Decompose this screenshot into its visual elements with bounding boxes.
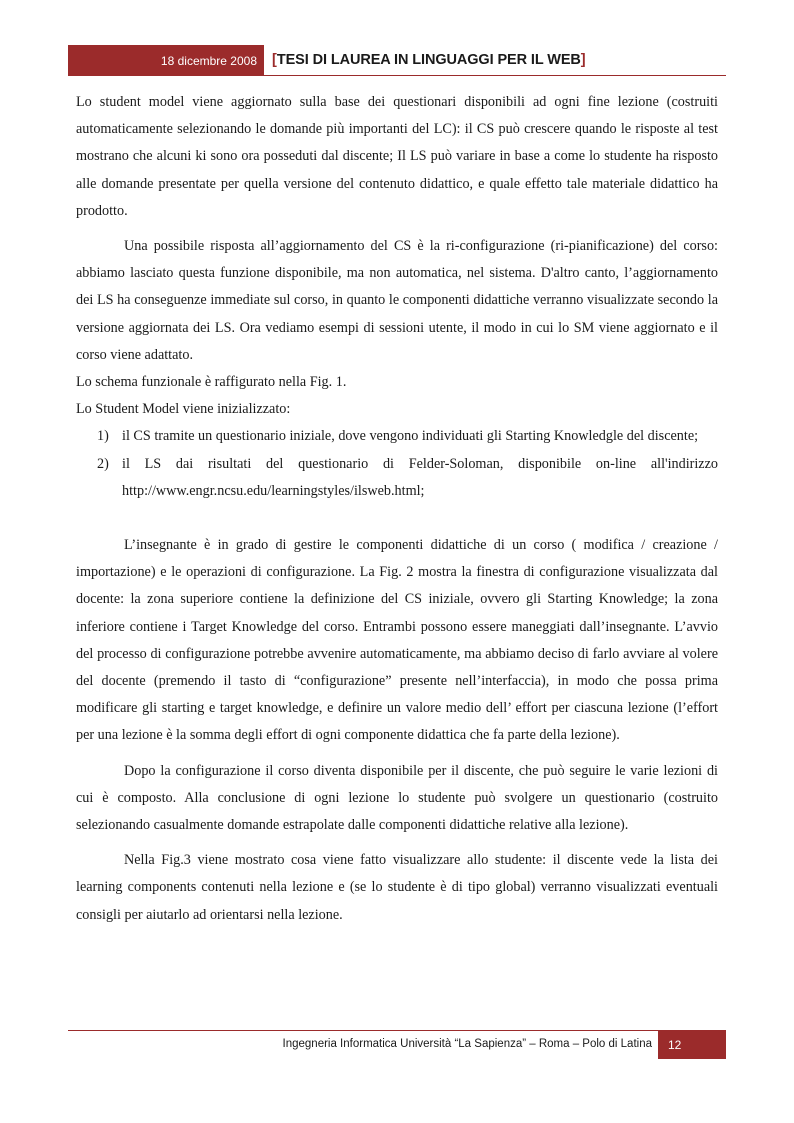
page-number-box xyxy=(658,1030,726,1059)
header-date: 18 dicembre 2008 xyxy=(160,53,257,68)
init-list xyxy=(76,423,718,505)
paragraph-teacher-configuration: L’insegnante è in grado di gestire le componenti didattiche di un corso ( modifica / creazione / importazione) e le operazioni di configurazione. La Fig. 2 mostra la finestra di configurazione visualizzata dal docente: la zona superiore contiene la definizione del CS iniziale, ovvero gli Starting Knowledge; la zona inferiore contiene i Target Knowledge del corso. Entrambi possono essere maneggiati dall’insegnante. L’avvio del processo di configurazione potrebbe avvenire automaticamente, ma abbiamo deciso di farlo avviare al volere del docente (premendo il tasto di “configurazione” presente nell’interfaccia), in modo che possa prima modificare gli starting e target knowledge, e definire un valore medio dell’ effort per ciascuna lezione (l’effort per una lezione è la somma degli effort di ogni componente didattica che fa parte della lezione). xyxy=(76,537,718,744)
header-bracket-close: ] xyxy=(580,52,586,68)
page-body xyxy=(76,89,718,929)
header-date-bar xyxy=(68,45,264,76)
header-bracket-open: [ xyxy=(272,52,277,68)
list-item-number: 2) xyxy=(97,455,109,472)
paragraph-functional-schema: Lo schema funzionale è raffigurato nella Fig. 1. xyxy=(76,374,347,391)
list-item xyxy=(76,451,718,505)
paragraph-sm-init: Lo Student Model viene inizializzato: xyxy=(76,401,291,418)
list-item xyxy=(76,423,718,450)
paragraph-cs-reconfiguration: Una possibile risposta all’aggiornamento del CS è la ri-configurazione (ri-pianificazione) del corso: abbiamo lasciato questa funzione disponibile, ma non automatica, nel sistema. D'altro canto, l’aggiornamento dei LS ha conseguenze immediate sul corso, in quanto le componenti didattiche verranno visualizzate secondo la versione aggiornata dei LS. Ora vediamo esempi di sessioni utente, il modo in cui lo SM viene aggiornato e il corso viene adattato. xyxy=(76,238,718,363)
header-rule xyxy=(264,75,726,76)
footer-rule xyxy=(68,1030,658,1031)
paragraph-fig3-student-view: Nella Fig.3 viene mostrato cosa viene fatto visualizzare allo studente: il discente vede la lista dei learning components contenuti nella lezione e (se lo studente è di tipo global) verranno visualizzati eventuali consigli per aiutarlo ad orientarsi nella lezione. xyxy=(76,852,718,923)
page-number: 12 xyxy=(668,1037,682,1052)
footer-institution: Ingegneria Informatica Università “La Sapienza” – Roma – Polo di Latina xyxy=(282,1038,652,1050)
paragraph-student-model-update: Lo student model viene aggiornato sulla base dei questionari disponibili ad ogni fine lezione (costruiti automaticamente selezionando le domande più importanti del LC): il CS può crescere quando le risposte al test mostrano che alcuni ki sono ora posseduti dal discente; Il LS può variare in base a come lo studente ha risposto alle domande presentate per quella versione del contenuto didattico, e quale effetto tale materiale didattico ha prodotto. xyxy=(76,94,718,219)
list-item-number: 1) xyxy=(97,428,109,445)
paragraph-spacer xyxy=(76,505,718,532)
list-item-text: il LS dai risultati del questionario di Felder-Soloman, disponibile on-line all'indirizzo http://www.engr.ncsu.edu/learningstyles/ilsweb.html; xyxy=(122,455,718,499)
list-item-text: il CS tramite un questionario iniziale, dove vengono individuati gli Starting Knowledgle del discente; xyxy=(122,428,699,445)
header-title xyxy=(272,52,586,72)
header-title-text: TESI DI LAUREA IN LINGUAGGI PER IL WEB xyxy=(276,52,581,68)
paragraph-course-available: Dopo la configurazione il corso diventa disponibile per il discente, che può seguire le varie lezioni di cui è composto. Alla conclusione di ogni lezione lo studente può svolgere un questionario (costruito selezionando casualmente domande estrapolate dalle componenti didattiche relative alla lezione). xyxy=(76,762,718,834)
